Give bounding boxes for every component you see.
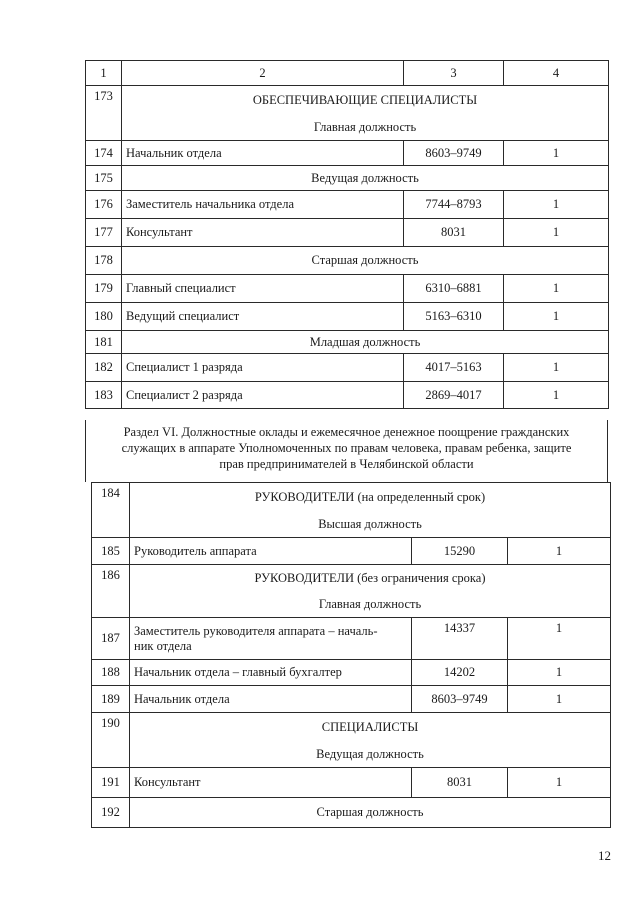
salary-range: 4017–5163 [404, 354, 504, 382]
position-count: 1 [504, 141, 609, 166]
row-number: 188 [92, 660, 130, 686]
position-name: Специалист 1 разряда [122, 354, 404, 382]
table-row [92, 798, 611, 828]
table-row [86, 86, 609, 141]
positions-table-lower [91, 482, 611, 828]
table-row [86, 354, 609, 382]
section-title-line: прав предпринимателей в Челябинской области [219, 457, 474, 471]
table-row [92, 686, 611, 713]
position-count: 1 [504, 382, 609, 409]
position-name: Начальник отдела [122, 141, 404, 166]
group-heading-cell [130, 713, 611, 768]
position-level: Главная должность [313, 119, 417, 134]
table-row [86, 166, 609, 191]
header-col-1: 1 [86, 61, 122, 86]
salary-range: 6310–6881 [404, 275, 504, 303]
table-row [86, 247, 609, 275]
position-level: Старшая должность [130, 798, 611, 828]
row-number: 192 [92, 798, 130, 828]
position-count: 1 [504, 219, 609, 247]
row-number: 191 [92, 768, 130, 798]
position-name: Главный специалист [122, 275, 404, 303]
salary-range: 8031 [404, 219, 504, 247]
salary-range: 8031 [412, 768, 508, 798]
row-number: 189 [92, 686, 130, 713]
table-row [86, 331, 609, 354]
group-heading-cell [122, 86, 609, 141]
header-col-2: 2 [122, 61, 404, 86]
table-row [92, 768, 611, 798]
group-heading-cell [130, 483, 611, 538]
salary-range: 8603–9749 [412, 686, 508, 713]
salary-range: 2869–4017 [404, 382, 504, 409]
group-heading: РУКОВОДИТЕЛИ (на определенный срок) [254, 489, 486, 504]
page-number: 12 [598, 848, 611, 863]
position-count: 1 [504, 191, 609, 219]
position-name: Консультант [130, 768, 412, 798]
row-number: 176 [86, 191, 122, 219]
row-number: 174 [86, 141, 122, 166]
table-row [92, 713, 611, 768]
position-level: Ведущая должность [316, 746, 424, 761]
group-heading: СПЕЦИАЛИСТЫ [321, 719, 419, 734]
position-level: Младшая должность [122, 331, 609, 354]
group-heading: РУКОВОДИТЕЛИ (без ограничения срока) [254, 570, 486, 585]
group-heading-cell [130, 565, 611, 618]
position-name: Заместитель начальника отдела [122, 191, 404, 219]
positions-table-upper [85, 60, 609, 409]
position-count: 1 [508, 538, 611, 565]
position-count: 1 [508, 686, 611, 713]
table-row [86, 303, 609, 331]
position-name-line: ник отдела [134, 638, 192, 653]
position-count: 1 [504, 303, 609, 331]
section-title [85, 420, 608, 482]
position-level: Старшая должность [122, 247, 609, 275]
position-name-line: Заместитель руководителя аппарата – началь- [134, 623, 378, 638]
table-row [86, 275, 609, 303]
table-header-row [86, 61, 609, 86]
position-level: Высшая должность [318, 516, 422, 531]
row-number: 175 [86, 166, 122, 191]
position-level: Главная должность [318, 596, 422, 611]
section-title-line: Раздел VI. Должностные оклады и ежемесячное денежное поощрение гражданских [123, 425, 570, 439]
row-number: 182 [86, 354, 122, 382]
table-row [92, 618, 611, 660]
salary-range: 7744–8793 [404, 191, 504, 219]
group-heading: ОБЕСПЕЧИВАЮЩИЕ СПЕЦИАЛИСТЫ [252, 92, 478, 107]
position-name [130, 618, 412, 660]
position-name: Ведущий специалист [122, 303, 404, 331]
row-number: 184 [92, 483, 130, 538]
table-row [86, 219, 609, 247]
row-number: 187 [92, 618, 130, 660]
table-row [92, 565, 611, 618]
position-count: 1 [504, 354, 609, 382]
row-number: 186 [92, 565, 130, 618]
salary-range: 15290 [412, 538, 508, 565]
table-row [86, 191, 609, 219]
position-name: Специалист 2 разряда [122, 382, 404, 409]
header-col-4: 4 [504, 61, 609, 86]
table-row [92, 660, 611, 686]
position-name: Руководитель аппарата [130, 538, 412, 565]
salary-range: 14202 [412, 660, 508, 686]
row-number: 185 [92, 538, 130, 565]
table-row [86, 382, 609, 409]
row-number: 190 [92, 713, 130, 768]
table-row [92, 538, 611, 565]
row-number: 178 [86, 247, 122, 275]
row-number: 179 [86, 275, 122, 303]
header-col-3: 3 [404, 61, 504, 86]
table-row [92, 483, 611, 538]
row-number: 183 [86, 382, 122, 409]
row-number: 181 [86, 331, 122, 354]
salary-range: 8603–9749 [404, 141, 504, 166]
position-count: 1 [504, 275, 609, 303]
row-number: 173 [86, 86, 122, 141]
position-count: 1 [508, 768, 611, 798]
position-name: Начальник отдела [130, 686, 412, 713]
section-title-line: служащих в аппарате Уполномоченных по правам человека, правам ребенка, защите [121, 441, 572, 455]
position-level: Ведущая должность [122, 166, 609, 191]
row-number: 180 [86, 303, 122, 331]
position-count: 1 [508, 618, 611, 660]
position-name: Начальник отдела – главный бухгалтер [130, 660, 412, 686]
salary-range: 14337 [412, 618, 508, 660]
salary-range: 5163–6310 [404, 303, 504, 331]
position-name: Консультант [122, 219, 404, 247]
row-number: 177 [86, 219, 122, 247]
table-row [86, 141, 609, 166]
position-count: 1 [508, 660, 611, 686]
